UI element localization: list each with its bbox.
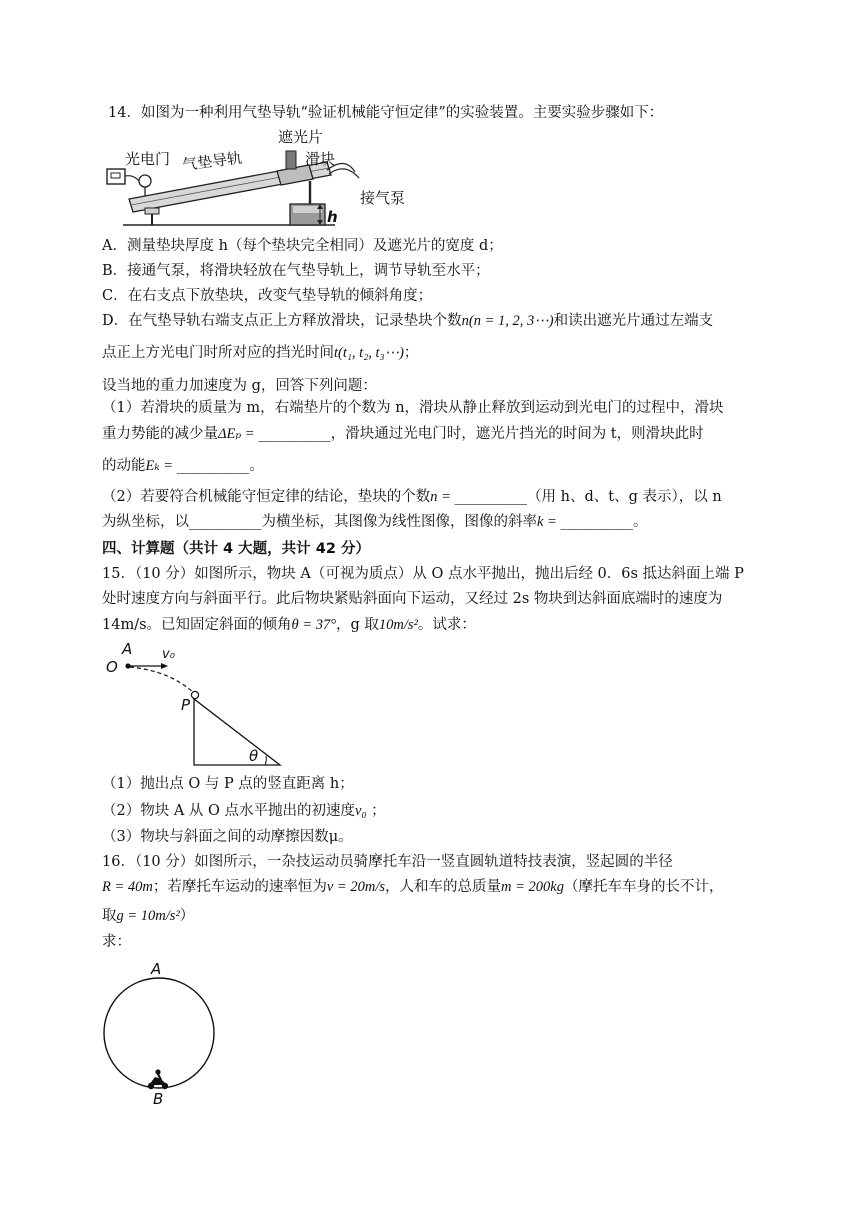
q16-text2: ，人和车的总质量 [385, 879, 501, 895]
q15-line1: 15．（10 分）如图所示，物块 A（可视为质点）从 O 点水平抛出，抛出后经 0．6s 抵达斜面上端 P [102, 566, 744, 582]
label-a: A [122, 643, 133, 658]
q16-text4: 取 [102, 908, 117, 924]
q14-stem: 14．如图为一种利用气垫导轨“验证机械能守恒定律”的实验装置。主要实验步骤如下： [108, 105, 664, 121]
q14-part2-text1: （2）若要符合机械能守恒定律的结论，垫块的个数 [102, 489, 431, 505]
q15-sub2-math: v₀ [355, 803, 367, 819]
q16-line1: 16．（10 分）如图所示，一杂技运动员骑摩托车沿一竖直圆轨道特技表演，竖起圆的半径 [102, 854, 673, 870]
q14-part2-line1 [102, 487, 722, 507]
label-theta: θ [249, 747, 259, 765]
q14-part2-text3: 为纵坐标，以__________为横坐标，其图像为线性图像，图像的斜率 [102, 514, 537, 530]
q15-math-g: 10m/s² [378, 617, 418, 633]
q15-text2: ，g 取 [336, 617, 379, 633]
q14-part1-blank2: __________。 [176, 458, 264, 474]
q14-part1-line1: （1）若滑块的质量为 m，右端垫片的个数为 n，滑块从静止释放到运动到光电门的过程中，滑块 [102, 400, 724, 416]
q15-incline-figure [100, 643, 300, 771]
label-slider: 滑块 [305, 150, 336, 168]
label-air-rail: 气垫导轨 [181, 148, 244, 174]
q15-sub2 [102, 801, 386, 821]
label-air-pump: 接气泵 [360, 189, 406, 207]
q14-part1-math-ek: Eₖ = [145, 458, 177, 474]
q14-part1-text2: 的动能 [102, 458, 146, 474]
q15-math-theta: θ = 37° [291, 617, 336, 633]
q14-part1-math-ep: ΔEₚ = [218, 426, 259, 442]
q14-part1-line3 [102, 456, 264, 476]
label-photogate: 光电门 [125, 150, 171, 168]
q14-step-d-line2 [102, 343, 418, 363]
q16-text5: ） [179, 908, 195, 924]
q14-part2-text2: __________（用 h、d、t、g 表示），以 n [454, 489, 722, 505]
q15-text3: 。试求： [417, 617, 476, 633]
q14-step-c: C．在右支点下放垫块，改变气垫导轨的倾斜角度； [102, 288, 433, 304]
q14-step-a: A．测量垫块厚度 h（每个垫块完全相同）及遮光片的宽度 d； [102, 238, 503, 254]
q14-part2-line2 [102, 512, 647, 532]
q15-sub2-text: （2）物块 A 从 O 点水平抛出的初速度 [102, 803, 356, 819]
q14-part2-math-n: n = [430, 489, 455, 505]
q14-apparatus-figure [105, 126, 415, 232]
q14-part1-blank1: __________，滑块通过光电门时，遮光片挡光的时间为 t，则滑块此时 [258, 426, 704, 442]
q16-line2 [102, 877, 723, 897]
label-p: P [181, 696, 191, 714]
q14-part2-text4: __________。 [560, 514, 648, 530]
section-4-title: 四、计算题（共计 4 大题，共计 42 分） [102, 541, 370, 557]
label-b-bottom: B [153, 1090, 164, 1104]
label-v0: v₀ [162, 647, 175, 662]
q15-line3 [102, 615, 476, 635]
q14-step-d-text1: D．在气垫导轨右端支点正上方释放滑块，记录垫块个数 [102, 313, 462, 329]
q14-step-d-text2: 和读出遮光片通过左端支 [553, 313, 714, 329]
q14-step-b: B．接通气泵，将滑块轻放在气垫导轨上，调节导轨至水平； [102, 263, 490, 279]
q16-math-g: g = 10m/s² [116, 908, 180, 924]
q14-part1-text1: 重力势能的减少量 [102, 426, 218, 442]
q16-text1: ；若摩托车运动的速率恒为 [152, 879, 327, 895]
label-h: h [327, 208, 338, 226]
q14-part2-math-k: k = [537, 514, 561, 530]
q15-text1: 14m/s。已知固定斜面的倾角 [102, 617, 292, 633]
q14-step-d-text4: ； [403, 345, 419, 361]
label-a-top: A [151, 960, 162, 978]
q15-sub2-end: ； [366, 803, 386, 819]
q14-step-d-math1: n(n = 1, 2, 3⋯) [461, 313, 554, 329]
q15-sub3: （3）物块与斜面之间的动摩擦因数μ。 [102, 829, 353, 845]
label-shade-plate: 遮光片 [278, 128, 324, 146]
q14-part1-line2 [102, 424, 704, 444]
q16-line3 [102, 906, 194, 926]
q16-math-v: v = 20m/s [326, 879, 385, 895]
label-o: O [106, 658, 118, 676]
q16-circle-track-figure [95, 958, 235, 1104]
q15-sub1: （1）抛出点 O 与 P 点的竖直距离 h； [102, 776, 354, 792]
q14-step-d-text3: 点正上方光电门时所对应的挡光时间 [102, 345, 334, 361]
q14-step-d-math2: t(t₁, t₂, t₃⋯) [334, 345, 404, 361]
q14-step-d-line1 [102, 311, 713, 331]
q14-given: 设当地的重力加速度为 g，回答下列问题： [102, 378, 377, 394]
q16-line4: 求： [102, 934, 131, 950]
q16-text3: （摩托车车身的长不计， [563, 879, 724, 895]
q15-line2: 处时速度方向与斜面平行。此后物块紧贴斜面向下运动，又经过 2s 物块到达斜面底端时的速度为 [102, 591, 723, 607]
q16-math-m: m = 200kg [501, 879, 564, 895]
q16-math-r: R = 40m [102, 879, 153, 895]
